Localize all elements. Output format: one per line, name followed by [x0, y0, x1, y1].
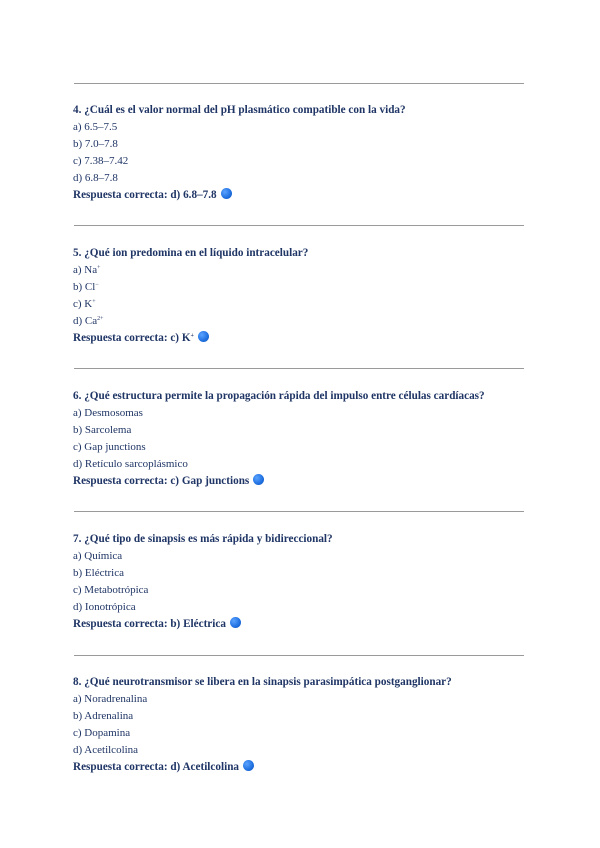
correct-answer-text: Respuesta correcta: d) 6.8–7.8 [73, 189, 217, 201]
question-block [73, 245, 543, 347]
option-c: c) Dopamina [73, 727, 131, 739]
question-title: 5. ¿Qué ion predomina en el líquido intracelular? [73, 247, 309, 259]
question-block [73, 674, 543, 776]
correct-answer [73, 187, 543, 204]
divider [74, 655, 524, 656]
blue-circle-icon [198, 331, 209, 342]
correct-answer-text: Respuesta correcta: b) Eléctrica [73, 618, 226, 630]
question-title: 7. ¿Qué tipo de sinapsis es más rápida y bidireccional? [73, 533, 333, 545]
option-c: c) Metabotrópica [73, 584, 149, 596]
blue-circle-icon [253, 474, 264, 485]
option-c: c) Gap junctions [73, 441, 146, 453]
option-b [73, 279, 543, 296]
option-text: b) Cl [73, 281, 96, 293]
divider [74, 83, 524, 84]
correct-answer [73, 330, 543, 347]
option-a: a) 6.5–7.5 [73, 121, 118, 133]
question-block [73, 531, 543, 633]
correct-answer [73, 473, 543, 490]
ion-charge: − [95, 282, 99, 288]
correct-answer-text: Respuesta correcta: d) Acetilcolina [73, 761, 240, 773]
option-d: d) Acetilcolina [73, 744, 139, 756]
option-c [73, 296, 543, 313]
option-b: b) Sarcolema [73, 424, 132, 436]
question-block [73, 388, 543, 490]
option-d [73, 313, 543, 330]
ion-charge: + [190, 333, 194, 339]
option-a: a) Desmosomas [73, 407, 143, 419]
question-title: 6. ¿Qué estructura permite la propagación rápida del impulso entre células cardíacas? [73, 390, 485, 402]
blue-circle-icon [230, 617, 241, 628]
divider [74, 368, 524, 369]
correct-answer-text: Respuesta correcta: c) K [73, 332, 191, 344]
option-b: b) Eléctrica [73, 567, 124, 579]
ion-charge: 2+ [97, 316, 104, 322]
option-d: d) 6.8–7.8 [73, 172, 118, 184]
ion-charge: + [92, 299, 96, 305]
correct-answer [73, 759, 543, 776]
option-a [73, 262, 543, 279]
question-title: 4. ¿Cuál es el valor normal del pH plasmático compatible con la vida? [73, 104, 406, 116]
option-text: a) Na [73, 264, 98, 276]
option-d: d) Ionotrópica [73, 601, 136, 613]
option-b: b) 7.0–7.8 [73, 138, 118, 150]
correct-answer [73, 616, 543, 633]
blue-circle-icon [243, 760, 254, 771]
divider [74, 225, 524, 226]
option-text: c) K [73, 298, 93, 310]
ion-charge: + [97, 265, 101, 271]
blue-circle-icon [221, 188, 232, 199]
option-b: b) Adrenalina [73, 710, 134, 722]
option-d: d) Retículo sarcoplásmico [73, 458, 188, 470]
option-a: a) Noradrenalina [73, 693, 148, 705]
option-text: d) Ca [73, 315, 98, 327]
correct-answer-text: Respuesta correcta: c) Gap junctions [73, 475, 250, 487]
divider [74, 511, 524, 512]
option-c: c) 7.38–7.42 [73, 155, 129, 167]
question-block [73, 102, 543, 204]
option-a: a) Química [73, 550, 123, 562]
question-title: 8. ¿Qué neurotransmisor se libera en la sinapsis parasimpática postganglionar? [73, 676, 452, 688]
